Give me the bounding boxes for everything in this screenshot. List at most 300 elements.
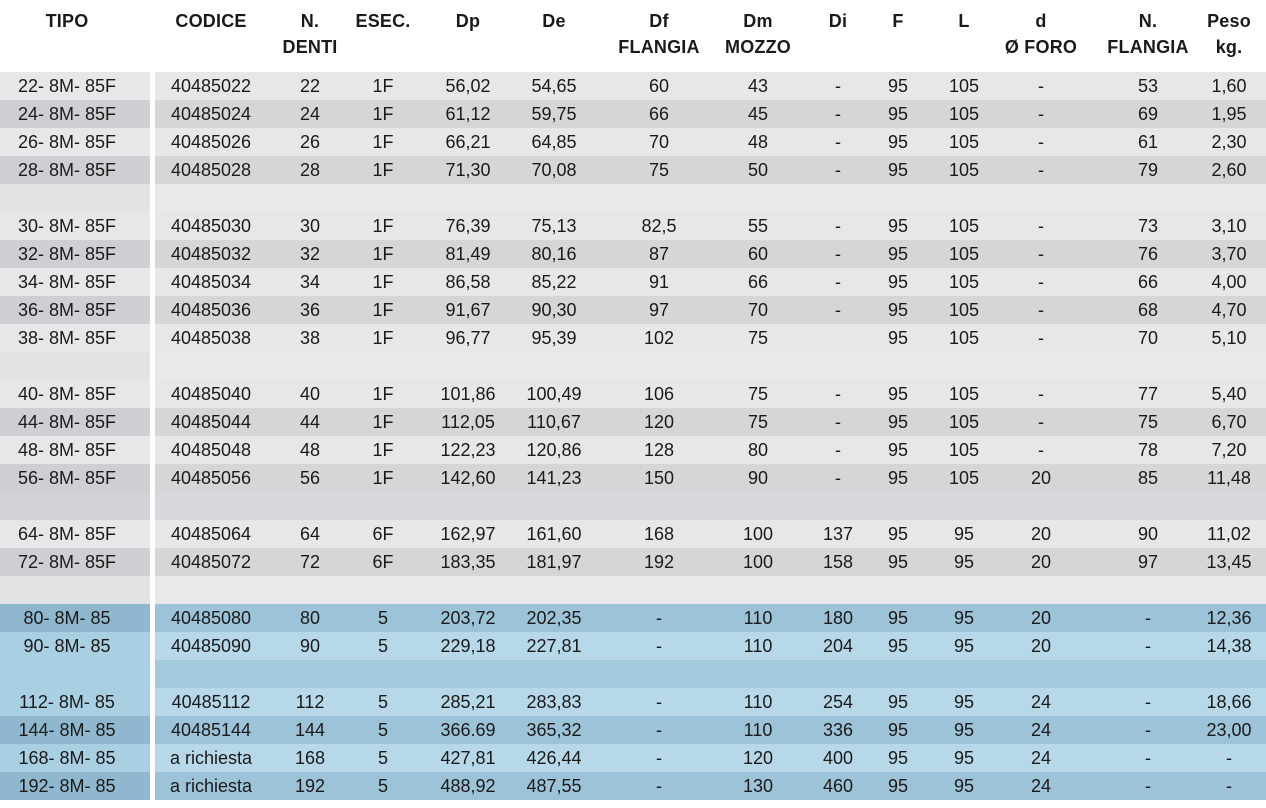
cell-esec: 1F (372, 384, 394, 404)
table-row (0, 464, 1266, 492)
cell-peso: 2,60 (1211, 160, 1247, 180)
row-bg-right (155, 464, 1266, 492)
table-row (0, 324, 1266, 352)
cell-dp: 91,67 (445, 300, 491, 320)
table-row (0, 520, 1266, 548)
cell-dp: 71,30 (445, 160, 491, 180)
cell-peso: 12,36 (1206, 608, 1252, 628)
table-row (0, 72, 1266, 100)
cell-n-denti: 40 (299, 384, 321, 404)
cell-dp: 366.69 (440, 720, 496, 740)
cell-df-flangia: 87 (648, 244, 670, 264)
cell-dp: 86,58 (445, 272, 491, 292)
cell-n-flangia: 70 (1137, 328, 1159, 348)
cell-f: 95 (887, 692, 909, 712)
cell-f: 95 (887, 608, 909, 628)
cell-n-flangia: 68 (1137, 300, 1159, 320)
cell-n-flangia: 79 (1137, 160, 1159, 180)
cell-peso: 6,70 (1211, 412, 1247, 432)
cell-n-denti: 64 (299, 524, 321, 544)
cell-peso: 4,00 (1211, 272, 1247, 292)
header-esec-line1: ESEC. (355, 11, 411, 31)
cell-df-flangia: - (656, 720, 662, 740)
cell-d-foro: - (1038, 76, 1044, 96)
cell-peso: 4,70 (1211, 300, 1247, 320)
cell-l: 95 (953, 692, 975, 712)
cell-df-flangia: 82,5 (641, 216, 677, 236)
table-row (0, 128, 1266, 156)
cell-de: 110,67 (527, 412, 581, 432)
cell-n-denti: 36 (299, 300, 321, 320)
cell-codice: 40485044 (170, 412, 252, 432)
cell-l: 105 (948, 132, 980, 152)
cell-f: 95 (887, 524, 909, 544)
cell-l: 95 (953, 524, 975, 544)
table-row (0, 296, 1266, 324)
cell-dp: 162,97 (440, 524, 496, 544)
cell-de: 426,44 (526, 748, 582, 768)
cell-f: 95 (887, 468, 909, 488)
cell-esec: 1F (372, 76, 394, 96)
header-de-line1: De (542, 11, 566, 31)
cell-l: 105 (948, 104, 980, 124)
cell-codice: 40485028 (170, 160, 252, 180)
cell-n-denti: 192 (294, 776, 326, 796)
cell-dp: 76,39 (445, 216, 491, 236)
cell-de: 161,60 (526, 524, 582, 544)
row-bg-right (155, 380, 1266, 408)
cell-n-denti: 144 (294, 720, 326, 740)
cell-esec: 5 (377, 608, 389, 628)
header-de (542, 8, 565, 34)
row-bg-right (155, 604, 1266, 632)
cell-de: 100,49 (526, 384, 582, 404)
header-n-flangia (1107, 8, 1188, 60)
cell-tipo: 80- 8M- 85 (23, 608, 111, 628)
header-codice (175, 8, 246, 34)
table-row (0, 772, 1266, 800)
cell-n-denti: 48 (299, 440, 321, 460)
cell-f: 95 (887, 720, 909, 740)
cell-peso: 7,20 (1211, 440, 1247, 460)
cell-df-flangia: - (656, 692, 662, 712)
row-bg-right (155, 268, 1266, 296)
cell-d-foro: 24 (1030, 692, 1052, 712)
cell-di: 137 (822, 524, 854, 544)
cell-esec: 1F (372, 244, 394, 264)
cell-df-flangia: 106 (643, 384, 675, 404)
cell-di: - (835, 300, 841, 320)
cell-n-denti: 112 (295, 692, 325, 712)
cell-peso: 23,00 (1206, 720, 1252, 740)
cell-f: 95 (887, 776, 909, 796)
cell-n-flangia: 90 (1137, 524, 1159, 544)
row-bg-right (155, 632, 1266, 660)
header-dp (456, 8, 480, 34)
cell-di: 254 (822, 692, 854, 712)
cell-n-flangia: 75 (1137, 412, 1159, 432)
cell-f: 95 (887, 244, 909, 264)
cell-dm-mozzo: 45 (747, 104, 769, 124)
cell-d-foro: - (1038, 384, 1044, 404)
cell-n-denti: 32 (299, 244, 321, 264)
cell-de: 80,16 (531, 244, 577, 264)
cell-esec: 6F (372, 552, 394, 572)
cell-esec: 1F (372, 412, 394, 432)
cell-dp: 81,49 (445, 244, 491, 264)
group-separator (0, 660, 1266, 688)
cell-codice: 40485144 (170, 720, 252, 740)
cell-peso: 18,66 (1206, 692, 1252, 712)
header-peso-line2: kg. (1215, 37, 1243, 57)
cell-tipo: 22- 8M- 85F (17, 76, 117, 96)
separator-right (155, 576, 1266, 604)
cell-dm-mozzo: 75 (747, 384, 769, 404)
cell-peso: 11,02 (1207, 524, 1251, 544)
cell-dm-mozzo: 130 (742, 776, 774, 796)
cell-esec: 1F (372, 272, 394, 292)
cell-df-flangia: 70 (648, 132, 670, 152)
cell-esec: 1F (372, 440, 394, 460)
cell-dm-mozzo: 110 (743, 608, 773, 628)
cell-f: 95 (887, 104, 909, 124)
cell-de: 59,75 (531, 104, 577, 124)
cell-tipo: 72- 8M- 85F (17, 552, 117, 572)
cell-dp: 427,81 (440, 748, 496, 768)
cell-de: 202,35 (526, 608, 582, 628)
row-bg-right (155, 520, 1266, 548)
header-dm-mozzo-line1: Dm (743, 11, 773, 31)
cell-di: 180 (822, 608, 854, 628)
cell-f: 95 (887, 272, 909, 292)
cell-n-denti: 30 (299, 216, 321, 236)
separator-left (0, 660, 150, 688)
cell-d-foro: - (1038, 216, 1044, 236)
cell-di: - (835, 384, 841, 404)
cell-n-denti: 34 (299, 272, 321, 292)
cell-dm-mozzo: 110 (743, 720, 773, 740)
cell-f: 95 (887, 216, 909, 236)
cell-codice: 40485064 (170, 524, 252, 544)
cell-f: 95 (887, 384, 909, 404)
cell-n-flangia: 69 (1137, 104, 1159, 124)
cell-di: - (835, 132, 841, 152)
cell-codice: 40485048 (170, 440, 252, 460)
separator-right (155, 660, 1266, 688)
cell-n-flangia: - (1145, 748, 1151, 768)
cell-de: 64,85 (531, 132, 577, 152)
cell-di: - (835, 160, 841, 180)
cell-l: 105 (948, 272, 980, 292)
cell-di: 158 (822, 552, 854, 572)
cell-n-denti: 168 (294, 748, 326, 768)
cell-esec: 6F (372, 524, 394, 544)
header-df-flangia-line2: FLANGIA (618, 37, 700, 57)
cell-n-flangia: 85 (1137, 468, 1159, 488)
header-n-flangia-line1: N. (1138, 11, 1158, 31)
separator-right (155, 352, 1266, 380)
cell-codice: 40485022 (170, 76, 252, 96)
cell-dm-mozzo: 120 (742, 748, 774, 768)
cell-n-flangia: - (1145, 636, 1151, 656)
cell-tipo: 24- 8M- 85F (17, 104, 117, 124)
cell-d-foro: 20 (1030, 608, 1052, 628)
cell-tipo: 30- 8M- 85F (17, 216, 117, 236)
cell-f: 95 (887, 76, 909, 96)
header-d-foro-line1: d (1035, 11, 1047, 31)
cell-tipo: 40- 8M- 85F (17, 384, 117, 404)
header-di-line1: Di (828, 11, 848, 31)
cell-codice: 40485032 (170, 244, 252, 264)
header-di (829, 8, 847, 34)
cell-di: - (835, 104, 841, 124)
table-row (0, 380, 1266, 408)
cell-de: 95,39 (531, 328, 577, 348)
cell-esec: 1F (372, 300, 394, 320)
cell-peso: 5,10 (1211, 328, 1247, 348)
cell-peso: 5,40 (1211, 384, 1247, 404)
cell-df-flangia: - (656, 776, 662, 796)
cell-df-flangia: - (656, 748, 662, 768)
table-row (0, 240, 1266, 268)
cell-dm-mozzo: 70 (747, 300, 769, 320)
cell-tipo: 90- 8M- 85 (23, 636, 111, 656)
cell-n-denti: 22 (299, 76, 321, 96)
cell-codice: 40485030 (170, 216, 252, 236)
header-tipo (46, 8, 89, 34)
cell-l: 95 (953, 552, 975, 572)
cell-codice: 40485072 (170, 552, 252, 572)
cell-di: 336 (822, 720, 854, 740)
cell-esec: 5 (377, 776, 389, 796)
cell-dp: 96,77 (445, 328, 491, 348)
cell-l: 105 (948, 412, 980, 432)
header-d-foro (1005, 8, 1077, 60)
cell-dp: 112,05 (441, 412, 495, 432)
cell-codice: 40485024 (170, 104, 252, 124)
cell-l: 105 (948, 300, 980, 320)
cell-n-flangia: 78 (1137, 440, 1159, 460)
cell-l: 105 (948, 216, 980, 236)
cell-de: 283,83 (526, 692, 582, 712)
cell-codice: a richiesta (169, 776, 253, 796)
header-peso-line1: Peso (1207, 11, 1251, 31)
group-separator (0, 184, 1266, 212)
cell-f: 95 (887, 160, 909, 180)
cell-de: 487,55 (526, 776, 582, 796)
cell-l: 95 (953, 608, 975, 628)
cell-dm-mozzo: 66 (747, 272, 769, 292)
cell-d-foro: 20 (1030, 552, 1052, 572)
header-tipo-line1: TIPO (45, 11, 89, 31)
header-l (958, 8, 969, 34)
header-dm-mozzo-line2: MOZZO (725, 37, 791, 57)
cell-l: 105 (948, 440, 980, 460)
cell-tipo: 56- 8M- 85F (17, 468, 117, 488)
header-peso (1207, 8, 1251, 60)
cell-n-flangia: - (1145, 608, 1151, 628)
cell-esec: 1F (372, 216, 394, 236)
header-n-flangia-line2: FLANGIA (1107, 37, 1189, 57)
cell-n-flangia: - (1145, 692, 1151, 712)
cell-l: 95 (953, 776, 975, 796)
header-n-denti-line2: DENTI (282, 37, 338, 57)
cell-d-foro: - (1038, 104, 1044, 124)
cell-n-flangia: 76 (1137, 244, 1159, 264)
cell-tipo: 144- 8M- 85 (18, 720, 116, 740)
cell-n-flangia: - (1145, 776, 1151, 796)
separator-left (0, 492, 150, 520)
cell-dp: 122,23 (440, 440, 496, 460)
cell-dp: 101,86 (440, 384, 496, 404)
cell-codice: 40485112 (171, 692, 251, 712)
cell-peso: 3,70 (1211, 244, 1247, 264)
cell-di: 400 (822, 748, 854, 768)
table-row (0, 548, 1266, 576)
cell-n-denti: 90 (299, 636, 321, 656)
cell-dm-mozzo: 50 (747, 160, 769, 180)
cell-n-flangia: 66 (1137, 272, 1159, 292)
cell-peso: - (1226, 748, 1232, 768)
table-body (0, 72, 1266, 808)
separator-left (0, 184, 150, 212)
table-row (0, 156, 1266, 184)
cell-peso: 3,10 (1211, 216, 1247, 236)
cell-de: 54,65 (531, 76, 577, 96)
cell-peso: 13,45 (1206, 552, 1252, 572)
separator-left (0, 576, 150, 604)
cell-n-denti: 44 (299, 412, 321, 432)
cell-de: 181,97 (526, 552, 582, 572)
header-df-flangia-line1: Df (649, 11, 669, 31)
cell-di: - (835, 76, 841, 96)
cell-de: 227,81 (526, 636, 582, 656)
cell-d-foro: 20 (1030, 468, 1052, 488)
cell-tipo: 168- 8M- 85 (18, 748, 116, 768)
header-dm-mozzo (725, 8, 791, 60)
cell-peso: 14,38 (1206, 636, 1252, 656)
cell-n-denti: 24 (299, 104, 321, 124)
cell-dm-mozzo: 55 (747, 216, 769, 236)
cell-di: - (835, 272, 841, 292)
cell-l: 105 (948, 328, 980, 348)
cell-d-foro: 20 (1030, 636, 1052, 656)
row-bg-right (155, 324, 1266, 352)
cell-n-flangia: 73 (1137, 216, 1159, 236)
cell-d-foro: - (1038, 328, 1044, 348)
cell-n-flangia: 97 (1137, 552, 1159, 572)
cell-f: 95 (887, 132, 909, 152)
cell-n-flangia: 77 (1137, 384, 1159, 404)
cell-codice: 40485080 (170, 608, 252, 628)
cell-esec: 1F (372, 132, 394, 152)
header-esec (355, 8, 410, 34)
cell-de: 141,23 (526, 468, 582, 488)
cell-dp: 183,35 (440, 552, 496, 572)
separator-right (155, 492, 1266, 520)
cell-esec: 5 (377, 748, 389, 768)
cell-dm-mozzo: 80 (747, 440, 769, 460)
header-dp-line1: Dp (455, 11, 481, 31)
cell-dp: 66,21 (445, 132, 491, 152)
cell-dm-mozzo: 43 (747, 76, 769, 96)
cell-f: 95 (887, 748, 909, 768)
cell-di: - (835, 244, 841, 264)
cell-f: 95 (887, 328, 909, 348)
row-bg-right (155, 156, 1266, 184)
cell-df-flangia: 102 (643, 328, 675, 348)
cell-di: 204 (822, 636, 854, 656)
cell-df-flangia: 75 (648, 160, 670, 180)
cell-di: - (835, 412, 841, 432)
cell-d-foro: 24 (1030, 776, 1052, 796)
header-d-foro-line2: Ø FORO (1004, 37, 1078, 57)
cell-df-flangia: 120 (643, 412, 675, 432)
cell-n-denti: 38 (299, 328, 321, 348)
cell-dp: 229,18 (440, 636, 496, 656)
cell-codice: 40485036 (170, 300, 252, 320)
cell-tipo: 26- 8M- 85F (17, 132, 117, 152)
table-row (0, 744, 1266, 772)
cell-f: 95 (887, 440, 909, 460)
header-n-denti-line1: N. (300, 11, 320, 31)
header-n-denti (283, 8, 338, 60)
cell-d-foro: - (1038, 440, 1044, 460)
cell-df-flangia: - (656, 636, 662, 656)
cell-dp: 142,60 (440, 468, 496, 488)
cell-dm-mozzo: 100 (742, 552, 774, 572)
header-l-line1: L (958, 11, 970, 31)
cell-l: 105 (948, 160, 980, 180)
cell-esec: 1F (372, 468, 394, 488)
cell-dp: 61,12 (445, 104, 491, 124)
cell-di: 460 (822, 776, 854, 796)
cell-l: 105 (948, 384, 980, 404)
cell-d-foro: - (1038, 300, 1044, 320)
cell-n-denti: 80 (299, 608, 321, 628)
cell-codice: 40485090 (170, 636, 252, 656)
cell-peso: 2,30 (1211, 132, 1247, 152)
header-f (892, 8, 903, 34)
cell-d-foro: 24 (1030, 720, 1052, 740)
cell-f: 95 (887, 552, 909, 572)
cell-peso: 1,60 (1211, 76, 1247, 96)
cell-tipo: 192- 8M- 85 (18, 776, 116, 796)
cell-df-flangia: 60 (648, 76, 670, 96)
cell-peso: 11,48 (1207, 468, 1251, 488)
cell-peso: - (1226, 776, 1232, 796)
cell-tipo: 64- 8M- 85F (17, 524, 117, 544)
cell-tipo: 112- 8M- 85 (19, 692, 115, 712)
cell-n-denti: 26 (299, 132, 321, 152)
cell-df-flangia: 192 (643, 552, 675, 572)
cell-df-flangia: - (656, 608, 662, 628)
row-bg-right (155, 100, 1266, 128)
table-row (0, 688, 1266, 716)
cell-f: 95 (887, 300, 909, 320)
row-bg-right (155, 296, 1266, 324)
cell-tipo: 32- 8M- 85F (17, 244, 117, 264)
cell-tipo: 36- 8M- 85F (17, 300, 117, 320)
cell-l: 95 (953, 720, 975, 740)
cell-d-foro: - (1038, 160, 1044, 180)
cell-de: 120,86 (526, 440, 582, 460)
table-row (0, 100, 1266, 128)
cell-codice: 40485040 (170, 384, 252, 404)
cell-de: 70,08 (531, 160, 577, 180)
cell-dp: 285,21 (440, 692, 496, 712)
row-bg-right (155, 548, 1266, 576)
